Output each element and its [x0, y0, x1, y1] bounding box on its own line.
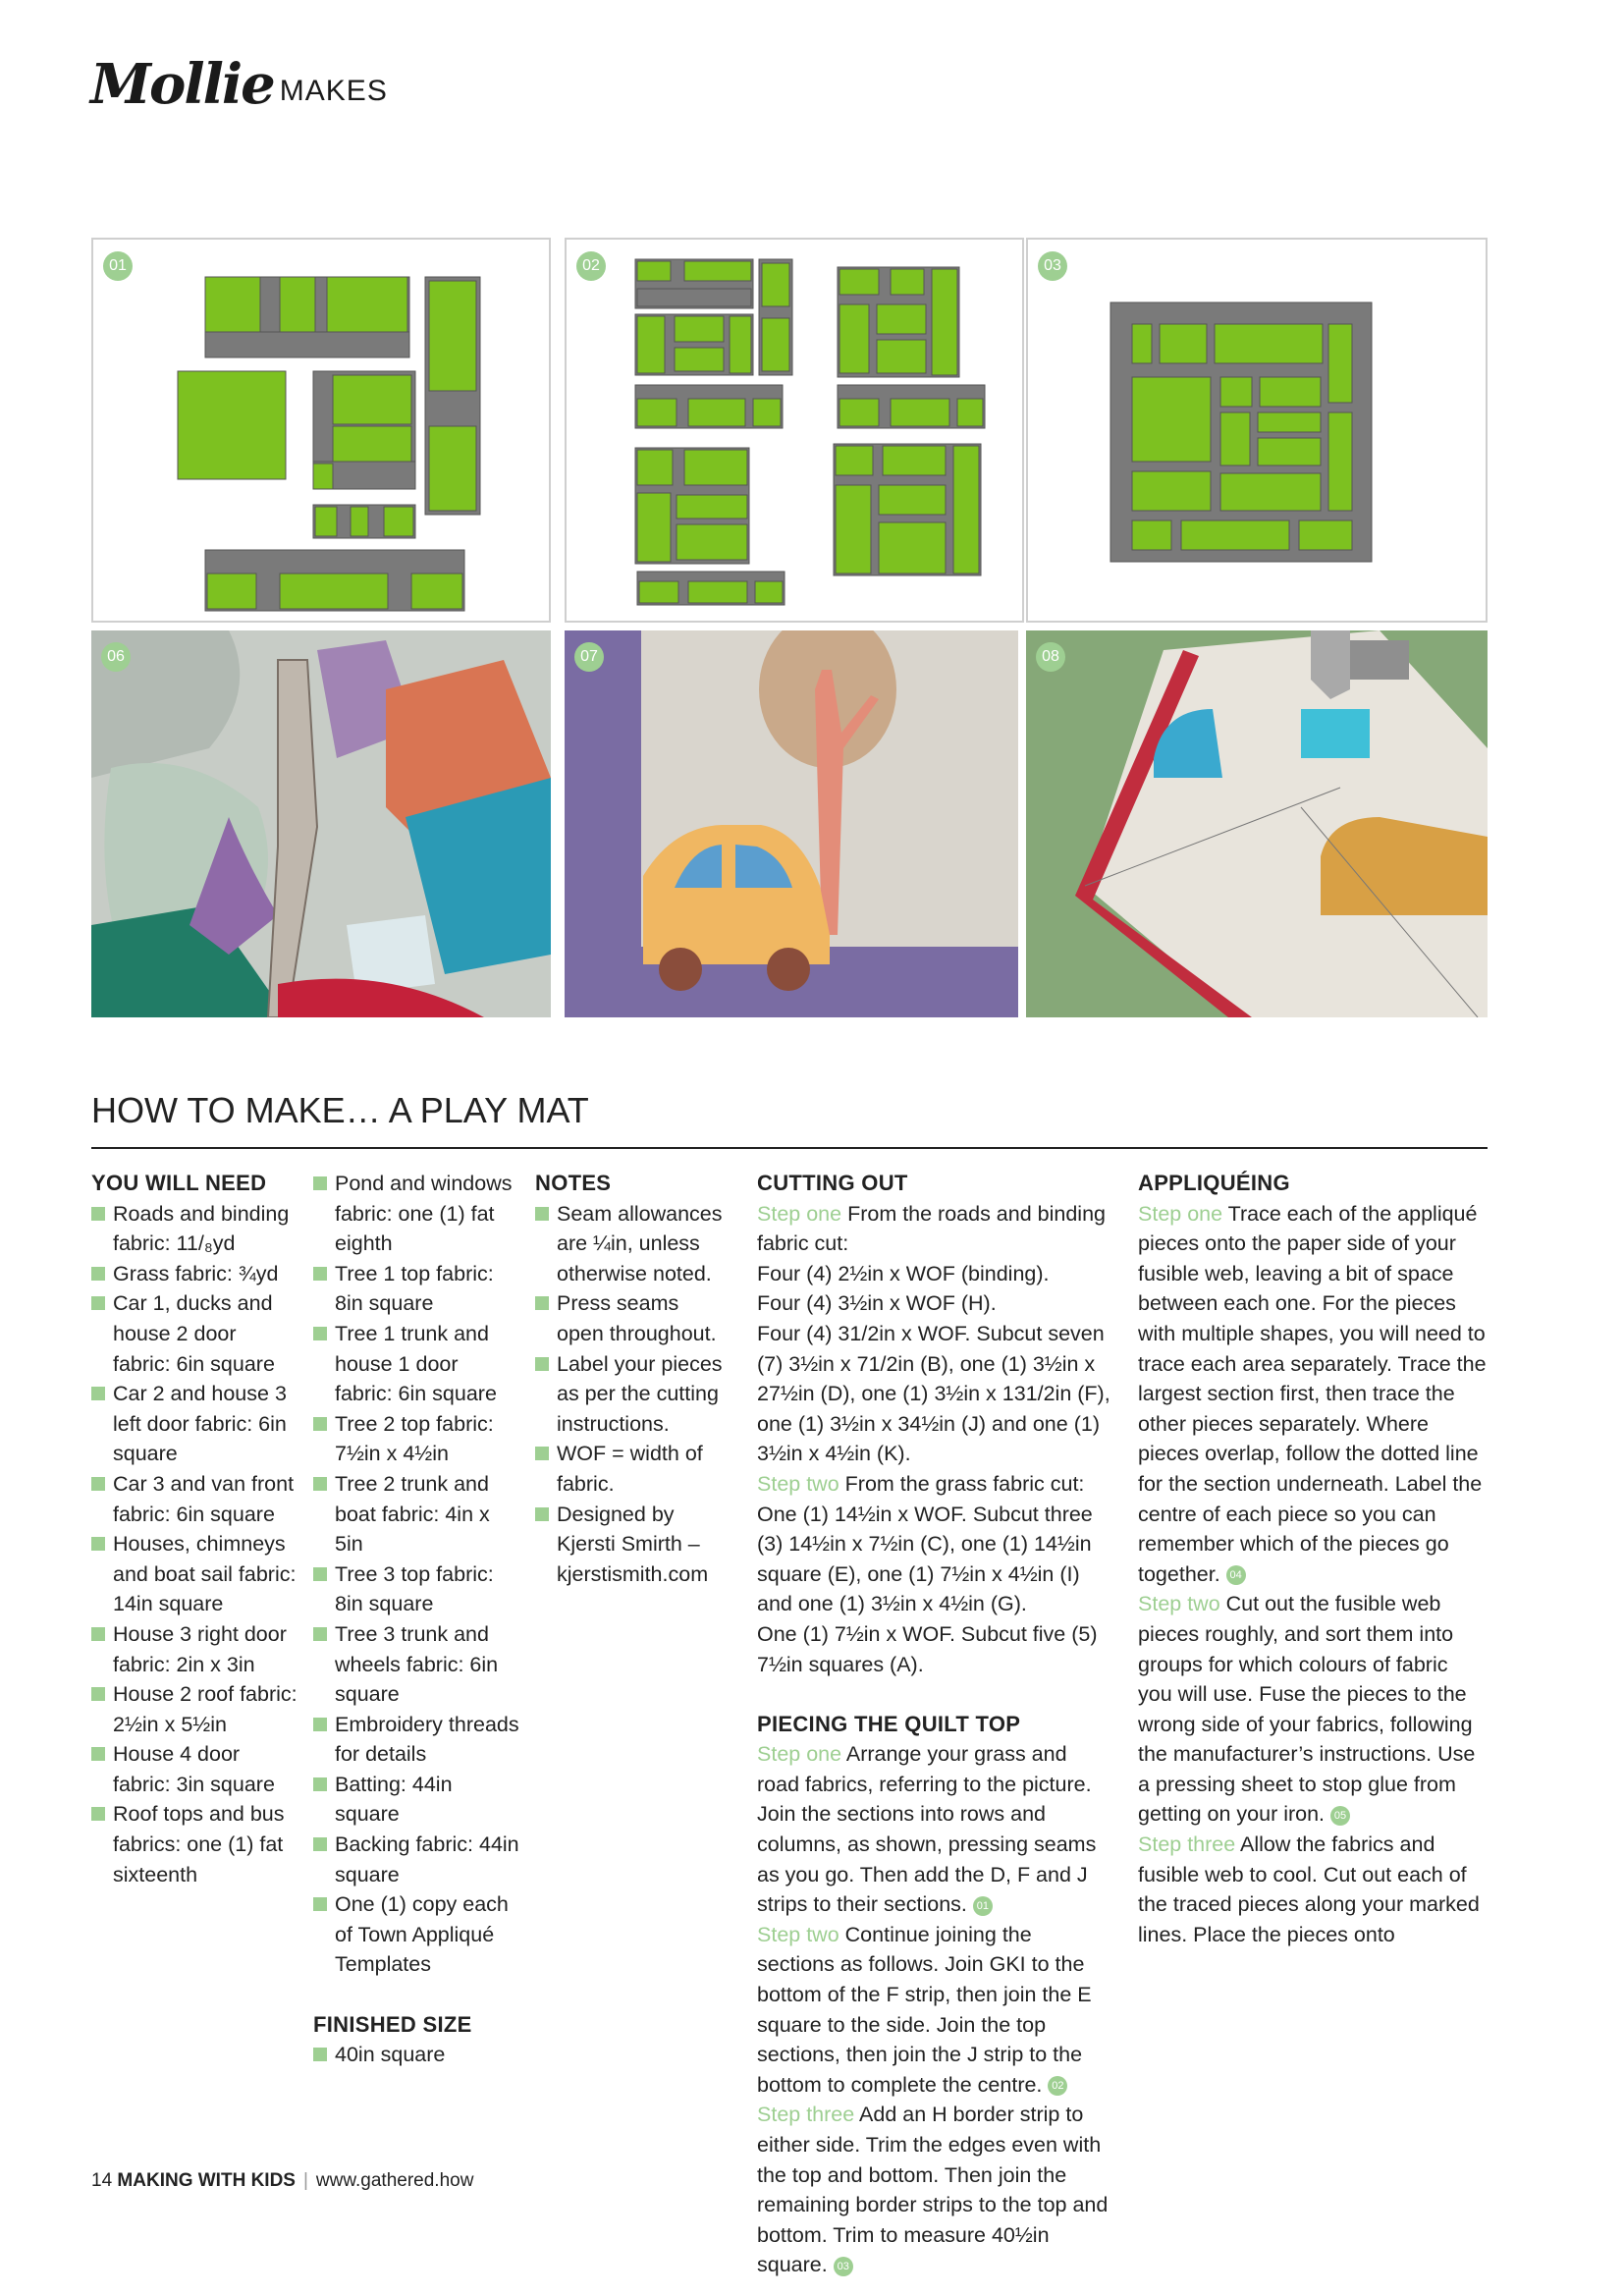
- list-item: Car 2 and house 3 left door fabric: 6in square: [91, 1379, 299, 1469]
- page-number: 14: [91, 2170, 113, 2191]
- list-item: One (1) copy each of Town Appliqué Templates: [313, 1889, 521, 1980]
- page-footer: [91, 2170, 473, 2192]
- figure-ref: 05: [1330, 1806, 1350, 1826]
- list-item: Tree 1 top fabric: 8in square: [313, 1259, 521, 1319]
- cutting-line: One (1) 14½in x WOF. Subcut three (3) 14½in x 7½in (C), one (1) 14½in square (E), one (1) 7½in x 4½in (I) and one (1) 3½in x 4½in (G).: [757, 1502, 1093, 1616]
- list-item: Pond and windows fabric: one (1) fat eighth: [313, 1169, 521, 1259]
- list-item: Tree 3 top fabric: 8in square: [313, 1559, 521, 1619]
- list-you-will-need-1: [91, 1199, 299, 1890]
- step-label: Step one: [1138, 1201, 1223, 1226]
- footer-separator: |: [302, 2170, 308, 2191]
- step-label: Step two: [757, 1471, 839, 1496]
- photo-07-art: [565, 630, 1018, 1017]
- applique-step: Step one Trace each of the appliqué pieces onto the paper side of your fusible web, leaving a bit of space between each one. For the pieces with multiple shapes, you will need to trace each area separately. Trace the largest section first, then trace the other pieces separately. Where pieces overlap, follow the dotted line for the section underneath. Label the centre of each piece so you can remember which of the pieces go together. 04: [1138, 1201, 1487, 1586]
- step-label: Step three: [757, 2103, 855, 2127]
- figure-badge: 02: [576, 251, 606, 281]
- brand-logo: [90, 52, 388, 117]
- piecing-step: Step one Arrange your grass and road fabrics, referring to the picture. Join the sections into rows and columns, as shown, pressing seams as you go. Then add the D, F and J strips to their sections. 01: [757, 1742, 1097, 1917]
- heading-notes: NOTES: [535, 1171, 612, 1195]
- list-item: Roads and binding fabric: 11/₈yd: [91, 1199, 299, 1259]
- list-item: Backing fabric: 44in square: [313, 1830, 521, 1889]
- diagram-03: [1026, 238, 1488, 623]
- heading-appliqueing: APPLIQUÉING: [1138, 1171, 1290, 1195]
- figure-ref: 02: [1048, 2076, 1067, 2096]
- step-label: Step one: [757, 1201, 842, 1226]
- figure-badge: 01: [103, 251, 133, 281]
- figure-ref: 01: [973, 1896, 993, 1916]
- list-you-will-need-2: [313, 1169, 521, 1980]
- diagram-01: [91, 238, 551, 623]
- photo-08-art: [1026, 630, 1488, 1017]
- photo-08: [1026, 630, 1488, 1017]
- list-item: Seam allowances are ¼in, unless otherwise noted.: [535, 1199, 731, 1289]
- photo-07: [565, 630, 1018, 1017]
- figure-badge: 08: [1036, 642, 1065, 672]
- list-notes: [535, 1199, 731, 1590]
- list-item: 40in square: [313, 2040, 521, 2070]
- footer-section: MAKING WITH KIDS: [117, 2170, 296, 2191]
- step-label: Step one: [757, 1742, 842, 1767]
- cutting-line: Four (4) 31/2in x WOF. Subcut seven (7) 3½in x 71/2in (B), one (1) 3½in x 27½in (D), one (1) 3½in x 131/2in (F), one (1) 3½in x 34½in (J) and one (1) 3½in x 4½in (K).: [757, 1321, 1110, 1466]
- brand-script: Mollie: [90, 52, 274, 117]
- list-item: House 3 right door fabric: 2in x 3in: [91, 1619, 299, 1679]
- list-item: Tree 3 trunk and wheels fabric: 6in square: [313, 1619, 521, 1710]
- step-label: Step three: [1138, 1832, 1236, 1857]
- figure-badge: 07: [574, 642, 604, 672]
- figure-ref: 03: [834, 2257, 853, 2276]
- step-label: Step two: [757, 1922, 839, 1946]
- list-item: Tree 2 trunk and boat fabric: 4in x 5in: [313, 1469, 521, 1559]
- heading-cutting-out: CUTTING OUT: [757, 1171, 908, 1195]
- figure-ref: 04: [1226, 1565, 1246, 1585]
- list-finished-size: [313, 2040, 521, 2070]
- list-item: Car 3 and van front fabric: 6in square: [91, 1469, 299, 1529]
- column-appliqueing: [1138, 1169, 1488, 1949]
- list-item: Designed by Kjersti Smirth – kjerstismith.com: [535, 1500, 731, 1590]
- cutting-line: Four (4) 2½in x WOF (binding).: [757, 1261, 1050, 1285]
- list-item: Press seams open throughout.: [535, 1288, 731, 1348]
- cutting-step-two: Step two From the grass fabric cut:: [757, 1471, 1085, 1496]
- figure-badge: 03: [1038, 251, 1067, 281]
- column-cutting-piecing: [757, 1169, 1112, 2280]
- column-you-will-need: [91, 1169, 299, 1889]
- list-item: Houses, chimneys and boat sail fabric: 14in square: [91, 1529, 299, 1619]
- list-item: Roof tops and bus fabrics: one (1) fat sixteenth: [91, 1799, 299, 1889]
- figure-badge: 06: [101, 642, 131, 672]
- diagram-02: [565, 238, 1024, 623]
- piecing-step: Step two Continue joining the sections as follows. Join GKI to the bottom of the F strip, then join the E square to the side. Join the top sections, then join the J strip to the bottom to complete the centre. 02: [757, 1922, 1092, 2097]
- heading-you-will-need: YOU WILL NEED: [91, 1171, 267, 1195]
- applique-step: Step three Allow the fabrics and fusible web to cool. Cut out each of the traced pieces along your marked lines. Place the pieces onto: [1138, 1832, 1480, 1946]
- list-item: Grass fabric: ¾yd: [91, 1259, 299, 1289]
- list-item: Car 1, ducks and house 2 door fabric: 6in square: [91, 1288, 299, 1379]
- list-item: Label your pieces as per the cutting instructions.: [535, 1349, 731, 1440]
- column-you-will-need-2: [313, 1169, 521, 2070]
- diagram-01-art: [93, 240, 551, 623]
- diagram-03-art: [1028, 240, 1488, 623]
- step-label: Step two: [1138, 1592, 1220, 1616]
- section-title: HOW TO MAKE… A PLAY MAT: [91, 1090, 589, 1130]
- section-rule: [91, 1147, 1488, 1149]
- footer-url[interactable]: www.gathered.how: [315, 2170, 474, 2191]
- column-notes: [535, 1169, 731, 1589]
- brand-makes: MAKES: [279, 75, 388, 107]
- heading-finished-size: FINISHED SIZE: [313, 2011, 472, 2037]
- cutting-line: Four (4) 3½in x WOF (H).: [757, 1291, 997, 1316]
- photo-06: [91, 630, 551, 1017]
- list-item: Batting: 44in square: [313, 1770, 521, 1830]
- applique-step: Step two Cut out the fusible web pieces roughly, and sort them into groups for which colours of fabric you will use. Fuse the pieces to the wrong side of your fabrics, following the manufacturer’s instructions. Use a pressing sheet to stop glue from getting on your iron. 05: [1138, 1592, 1476, 1827]
- list-item: WOF = width of fabric.: [535, 1439, 731, 1499]
- heading-piecing: PIECING THE QUILT TOP: [757, 1711, 1021, 1736]
- cutting-step-one: Step one From the roads and binding fabric cut:: [757, 1201, 1106, 1256]
- list-item: Embroidery threads for details: [313, 1710, 521, 1770]
- piecing-step: Step three Add an H border strip to either side. Trim the edges even with the top and bottom. Then join the remaining border strips to the top and bottom. Trim to measure 40½in square. 03: [757, 2103, 1109, 2277]
- cutting-line: One (1) 7½in x WOF. Subcut five (5) 7½in squares (A).: [757, 1621, 1098, 1676]
- photo-06-art: [91, 630, 551, 1017]
- list-item: Tree 2 top fabric: 7½in x 4½in: [313, 1409, 521, 1469]
- list-item: Tree 1 trunk and house 1 door fabric: 6in square: [313, 1319, 521, 1409]
- diagram-02-art: [567, 240, 1024, 623]
- list-item: House 2 roof fabric: 2½in x 5½in: [91, 1679, 299, 1739]
- list-item: House 4 door fabric: 3in square: [91, 1739, 299, 1799]
